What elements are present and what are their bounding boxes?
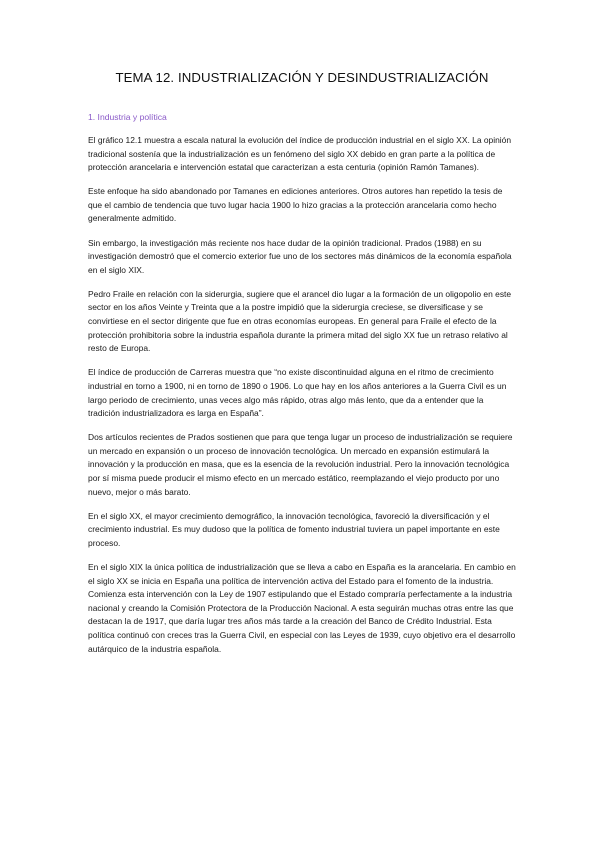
- paragraph-4: Pedro Fraile en relación con la siderurgia, sugiere que el arancel dio lugar a la formación de un oligopolio en este sector en los años Veinte y Treinta que a la postre impidió que la siderurgia creciese, se diversificase y se convirtiese en el sector dirigente que fue en otras economías europeas. En general para Fraile el efecto de la protección prohibitoria sobre la industria española durante la primera mitad del siglo XX fue un retraso relativo al resto de Europa.: [88, 288, 512, 354]
- paragraph-1: El gráfico 12.1 muestra a escala natural la evolución del índice de producción industrial en el siglo XX. La opinión tradicional sostenía que la industrialización es un fenómeno del siglo XX debido en gran parte a la política de protección arancelaria e intervención estatal que caracterizan a esta centuria (opinión Ramón Tamanes).: [88, 135, 512, 173]
- paragraph-6: Dos artículos recientes de Prados sostienen que para que tenga lugar un proceso de industrialización se requiere un mercado en expansión o un proceso de innovación tecnológica. Un mercado en expansión estimulará la innovación y la producción en masa, que es la esencia de la revolución industrial. Pero la innovación tecnológica por sí misma puede producir el mismo efecto en un mercado estático, reemplazando el viejo producto por uno nuevo, mejor o más barato.: [88, 432, 513, 497]
- paragraph-8: En el siglo XIX la única política de industrialización que se lleva a cabo en España es la arancelaria. En cambio en el siglo XX se inicia en España una política de intervención activa del Estado para el fomento de la industria. Comienza esta intervención con la Ley de 1907 estipulando que el Estado compraría perfectamente a la industria nacional y creando la Comisión Protectora de la Producción Nacional. A esta seguirán muchas otras entre las que destacan la de 1917, que daría lugar tres años más tarde a la creación del Banco de Crédito Industrial. Esta política continuó con creces tras la Guerra Civil, en especial con las Leyes de 1939, cuyo objetivo era el desarrollo autárquico de la industria española.: [88, 561, 516, 654]
- paragraph-2: Este enfoque ha sido abandonado por Tamanes en ediciones anteriores. Otros autores han repetido la tesis de que el cambio de tendencia que tuvo lugar hacia 1900 lo hizo gracias a la protección arancelaria como hecho generalmente admitido.: [88, 186, 503, 224]
- paragraph-7: En el siglo XX, el mayor crecimiento demográfico, la innovación tecnológica, favoreció la diversificación y el crecimiento industrial. Es muy dudoso que la política de fomento industrial tuviera un papel importante en este proceso.: [88, 510, 500, 548]
- paragraph-3: Sin embargo, la investigación más reciente nos hace dudar de la opinión tradicional. Prados (1988) en su investigación demostró que el comercio exterior fue uno de los sectores más dinámicos de la economía española en el siglo XIX.: [88, 237, 512, 275]
- paragraph-5: El índice de producción de Carreras muestra que “no existe discontinuidad alguna en el ritmo de crecimiento industrial en torno a 1900, ni en torno de 1890 o 1906. Lo que hay en los años anteriores a la Guerra Civil es un largo periodo de crecimiento, unas veces algo más rápido, otras algo más lento, que da a entender que la tradición industrializadora es larga en España”.: [88, 367, 507, 419]
- section-heading: 1. Industria y política: [88, 112, 167, 122]
- page-title: TEMA 12. INDUSTRIALIZACIÓN Y DESINDUSTRIALIZACIÓN: [115, 70, 489, 85]
